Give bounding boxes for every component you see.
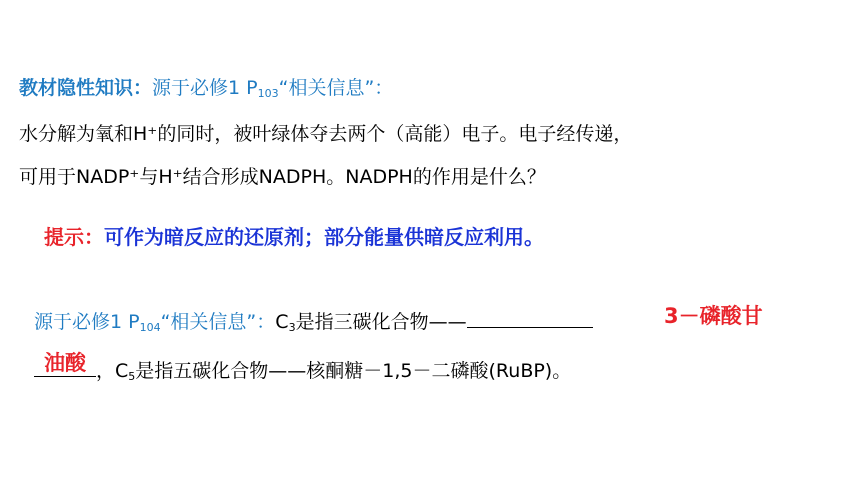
answer-blank-1	[467, 307, 593, 328]
c3-definition: $C_3$是指三碳化合物——	[275, 311, 467, 334]
heading-line	[19, 73, 393, 100]
body-line-1: 水分解为氧和H⁺的同时，被叶绿体夺去两个（高能）电子。电子经传递，	[19, 123, 633, 145]
hint-text: 可作为暗反应的还原剂；部分能量供暗反应利用。	[104, 225, 544, 249]
fill-source: 源于必修1 $P_{104}“$相关信息”：	[34, 311, 276, 334]
heading-label: 教材隐性知识：	[19, 77, 153, 99]
c5-definition: $C_5$是指五碳化合物——核酮糖－1,5－二磷酸(RuBP)。	[115, 360, 572, 383]
heading-source: 源于必修1 $P_{103}“$相关信息”：	[152, 77, 394, 100]
hint-line	[44, 221, 544, 250]
fill-line-2: ，$C_5$是指五碳化合物——核酮糖－1,5－二磷酸(RuBP)。	[34, 354, 571, 383]
answer-1-part-2: 油酸	[44, 351, 86, 375]
hint-label: 提示：	[44, 225, 104, 249]
answer-1-part-1: 3－磷酸甘	[664, 304, 763, 328]
answer-blank-2	[34, 354, 96, 377]
body-line-2: 可用于NADP⁺与H⁺结合形成NADPH。NADPH的作用是什么？	[19, 166, 546, 188]
fill-line-1	[34, 307, 593, 334]
